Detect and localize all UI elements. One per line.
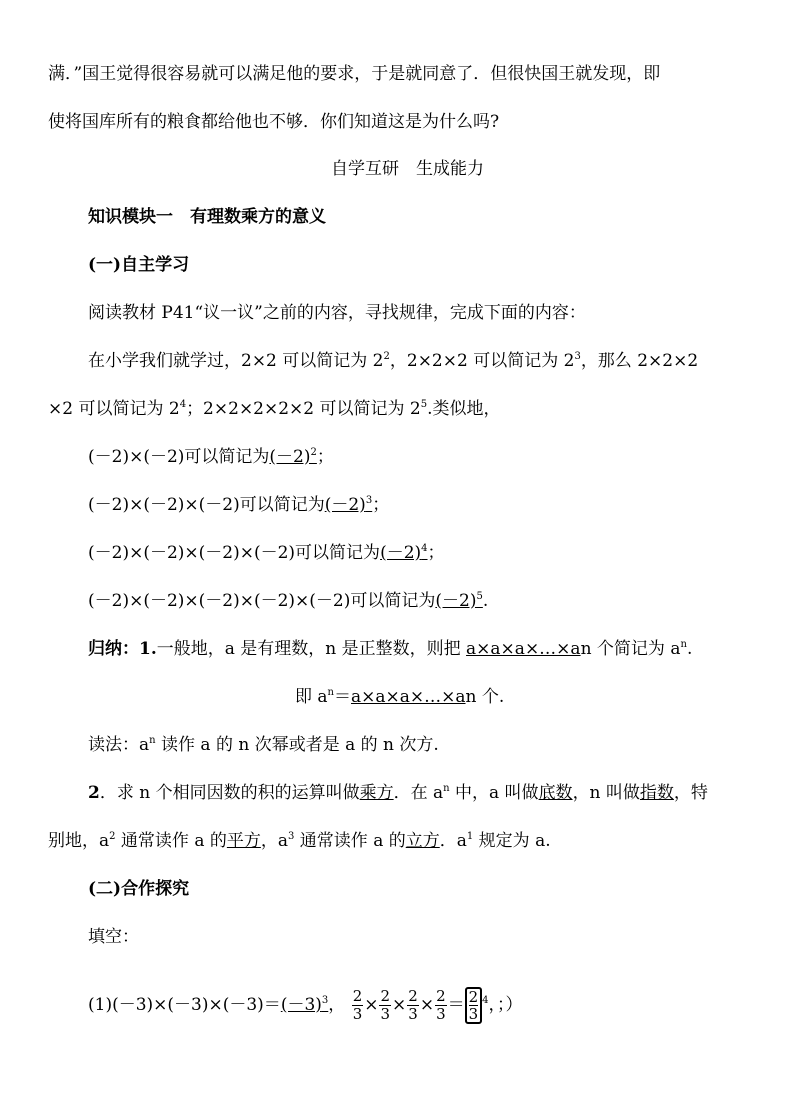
answer-blank: 立方	[405, 831, 440, 851]
fraction: $\frac{2}{3}$	[436, 987, 446, 1023]
answer-blank: $(-2)^3$	[324, 495, 373, 515]
answer-blank: 底数	[538, 783, 573, 803]
summary-2-line-1: 2．求 n 个相同因数的积的运算叫做乘方．在 $a^n$ 中，a 叫做底数，n 叫做指数，特	[88, 783, 708, 803]
reading-rule: 读法：$a^n$ 读作 a 的 n 次幂或者是 a 的 n 次方.	[88, 735, 439, 755]
exercise-1: $(1)(-3)\times(-3)\times(-3)=(-3)^3$， $\frac{2}{3}$ × $\frac{2}{3}$ × $\frac{2}{3}$ × $\frac{2}{3}$ ＝ $\frac{2}{3}$ $^4$，；）	[88, 987, 523, 1023]
answer-blank: a×a×a×…×a	[351, 687, 466, 707]
bracketed-fraction: $\frac{2}{3}$	[465, 987, 483, 1024]
reading-instruction: 阅读教材 P41“议一议”之前的内容，寻找规律，完成下面的内容：	[88, 303, 586, 323]
answer-blank: 乘方	[359, 783, 394, 803]
answer-blank: $(-2)^2$	[269, 447, 317, 467]
section-title: 自学互研 生成能力	[331, 159, 484, 179]
answer-blank: 指数	[639, 783, 674, 803]
intro-line-2: 使将国库所有的粮食都给他也不够．你们知道这是为什么吗?	[48, 112, 500, 132]
summary-2-line-2: 别地，$a^2$ 通常读作 a 的平方，$a^3$ 通常读作 a 的立方．$a^1$ 规定为 a.	[48, 831, 551, 851]
example-line-2: (－2)×(－2)×(－2)可以简记为$(-2)^3$；	[88, 495, 390, 515]
answer-blank: $(-2)^5$	[435, 591, 483, 611]
example-line-3: (－2)×(－2)×(－2)×(－2)可以简记为$(-2)^4$；	[88, 543, 445, 563]
example-line-1: (－2)×(－2)可以简记为$(-2)^2$；	[88, 447, 334, 467]
fraction: $\frac{2}{3}$	[352, 987, 363, 1023]
fill-label: 填空：	[88, 927, 139, 947]
part1-title: (一)自主学习	[88, 255, 190, 275]
primary-line-1: 在小学我们就学过，2×2 可以简记为 $2^2$，2×2×2 可以简记为 $2^3$，那么 2×2×2	[88, 351, 699, 371]
example-line-4: (－2)×(－2)×(－2)×(－2)×(－2)可以简记为$(-2)^5$.	[88, 591, 489, 611]
fraction: $\frac{2}{3}$	[380, 987, 391, 1023]
part2-title: (二)合作探究	[88, 879, 190, 899]
power-formula: 即 $a^n=a\times a\times a\times\dots\times an$ 个.	[295, 687, 505, 707]
summary-1: 归纳：1.一般地，a 是有理数，n 是正整数，则把 a×a×a×…×an 个简记为 $a^n$.	[88, 639, 693, 659]
module1-title: 知识模块一 有理数乘方的意义	[88, 207, 326, 227]
answer-blank: 平方	[226, 831, 261, 851]
answer-blank: $(-2)^4$	[380, 543, 428, 563]
primary-line-2: ×2 可以简记为 $2^4$；2×2×2×2×2 可以简记为 $2^5$.类似地，	[48, 399, 501, 419]
fraction: $\frac{2}{3}$	[408, 987, 418, 1023]
answer-blank: a×a×a×…×a	[466, 639, 581, 659]
intro-line-1: 满．”国王觉得很容易就可以满足他的要求，于是就同意了．但很快国王就发现，即	[48, 64, 661, 84]
answer-blank: $(-3)^3$	[280, 995, 329, 1015]
